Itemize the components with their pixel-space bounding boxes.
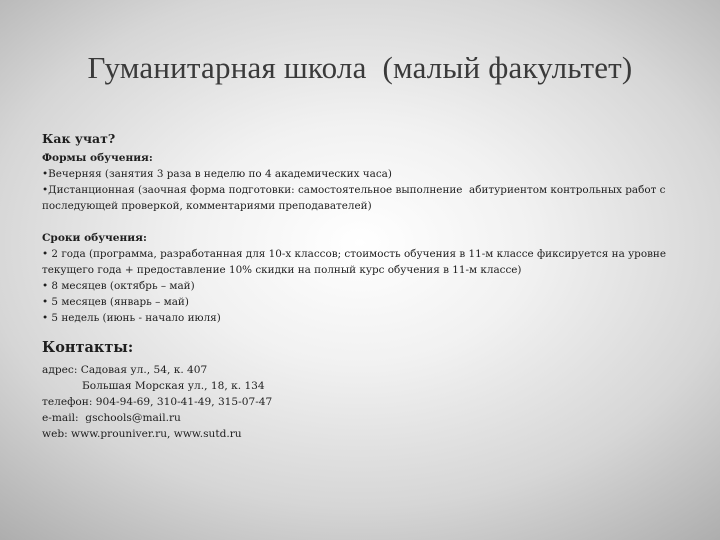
contact-address-second: Большая Морская ул., 18, к. 134 <box>82 380 265 392</box>
how-heading: Как учат? <box>42 131 116 146</box>
contact-email: e-mail: gschools@mail.ru <box>42 412 181 424</box>
contacts-heading: Контакты: <box>42 339 134 356</box>
terms-label: Сроки обучения: <box>42 232 147 244</box>
terms-item: • 5 недель (июнь - начало июля) <box>42 312 221 324</box>
terms-item: • 8 месяцев (октябрь – май) <box>42 280 195 292</box>
terms-item: • 5 месяцев (январь – май) <box>42 296 189 308</box>
contact-phone: телефон: 904-94-69, 310-41-49, 315-07-47 <box>42 396 273 408</box>
slide-title: Гуманитарная школа (малый факультет) <box>87 50 633 85</box>
forms-item: •Вечерняя (занятия 3 раза в неделю по 4 академических часа) <box>42 168 392 180</box>
contact-web: web: www.prouniver.ru, www.sutd.ru <box>42 428 242 440</box>
forms-label: Формы обучения: <box>42 152 153 164</box>
forms-item: •Дистанционная (заочная форма подготовки: самостоятельное выполнение абитуриентом контрольных работ с последующей проверкой, комментариями преподавателей) <box>42 184 669 212</box>
contact-address: адрес: Садовая ул., 54, к. 407 <box>42 364 208 376</box>
spacer <box>42 214 690 230</box>
slide-content <box>42 130 690 442</box>
terms-item: • 2 года (программа, разработанная для 10-х классов; стоимость обучения в 11-м классе фиксируется на уровне текущего года + предоставление 10% скидки на полный курс обучения в 11-м классе) <box>42 248 670 276</box>
spacer <box>42 326 690 338</box>
